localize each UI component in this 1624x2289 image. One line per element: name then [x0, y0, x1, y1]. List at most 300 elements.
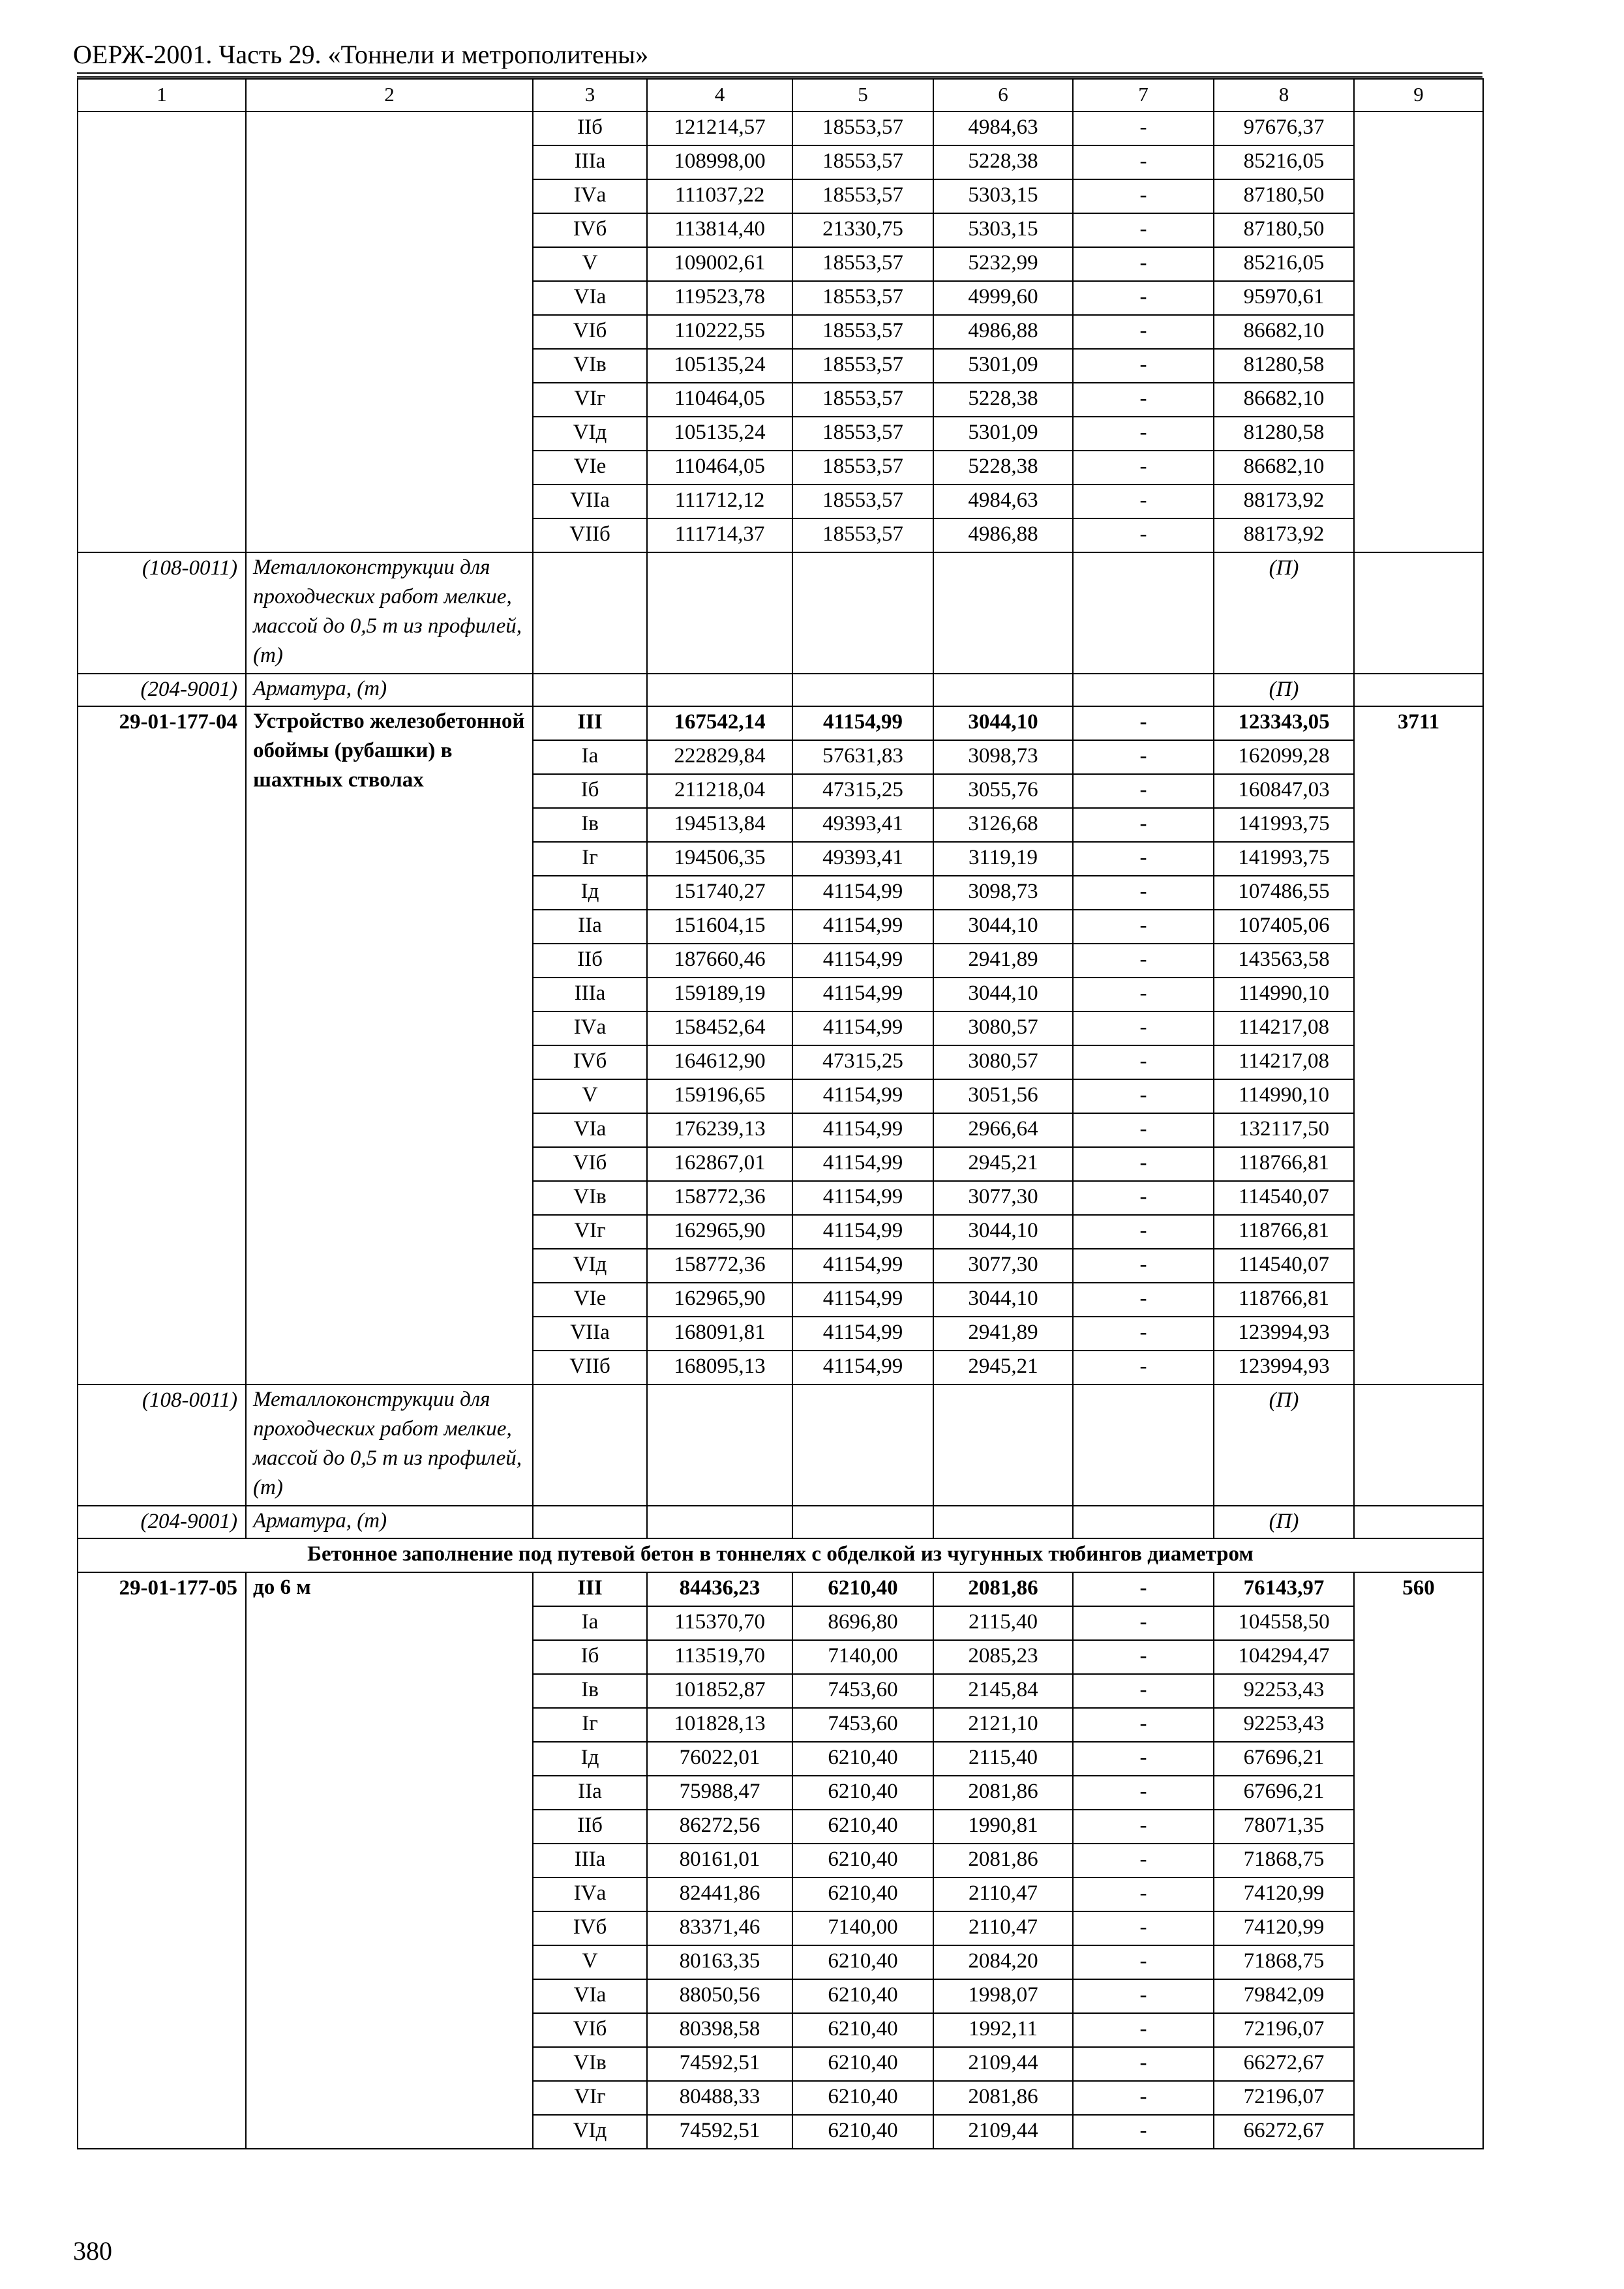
driver-cost-cell: - — [1073, 485, 1214, 518]
driver-cost-cell: - — [1073, 1945, 1214, 1979]
region-cell: IIб — [533, 112, 647, 145]
machine-cost-cell: 3098,73 — [933, 876, 1073, 910]
region-cell: Iд — [533, 1742, 647, 1776]
labor-cost-cell: 49393,41 — [792, 842, 933, 876]
machine-cost-cell: 5303,15 — [933, 179, 1073, 213]
materials-cost-cell: 107486,55 — [1214, 876, 1354, 910]
region-cell: VIа — [533, 1979, 647, 2013]
total-cost-cell: 222829,84 — [647, 740, 792, 774]
materials-cost-cell: 79842,09 — [1214, 1979, 1354, 2013]
total-cost-cell: 162965,90 — [647, 1215, 792, 1249]
labor-cost-cell: 41154,99 — [792, 1011, 933, 1045]
region-cell: VIг — [533, 1215, 647, 1249]
materials-cost-cell: 118766,81 — [1214, 1147, 1354, 1181]
total-cost-cell: 108998,00 — [647, 145, 792, 179]
total-cost-cell: 168095,13 — [647, 1351, 792, 1384]
total-cost-cell: 115370,70 — [647, 1606, 792, 1640]
machine-cost-cell: 3055,76 — [933, 774, 1073, 808]
machine-cost-cell: 3044,10 — [933, 910, 1073, 944]
total-cost-cell: 162965,90 — [647, 1283, 792, 1317]
materials-cost-cell: 74120,99 — [1214, 1878, 1354, 1911]
labor-cost-cell: 6210,40 — [792, 2081, 933, 2115]
empty-cell — [647, 1384, 792, 1506]
driver-cost-cell: - — [1073, 876, 1214, 910]
empty-cell — [1073, 674, 1214, 706]
total-cost-cell: 187660,46 — [647, 944, 792, 978]
price-table-body — [78, 112, 1483, 2149]
driver-cost-cell: - — [1073, 1606, 1214, 1640]
total-cost-cell: 194513,84 — [647, 808, 792, 842]
machine-cost-cell: 2081,86 — [933, 1572, 1073, 1606]
region-cell: IIIа — [533, 145, 647, 179]
materials-cost-cell: 143563,58 — [1214, 944, 1354, 978]
labor-cost-cell: 41154,99 — [792, 1249, 933, 1283]
region-cell: Iг — [533, 1708, 647, 1742]
resource-value-cell: (П) — [1214, 552, 1354, 674]
total-cost-cell: 110222,55 — [647, 315, 792, 349]
labor-cost-cell: 41154,99 — [792, 1181, 933, 1215]
materials-cost-cell: 114540,07 — [1214, 1181, 1354, 1215]
total-cost-cell: 168091,81 — [647, 1317, 792, 1351]
machine-cost-cell: 2945,21 — [933, 1351, 1073, 1384]
driver-cost-cell: - — [1073, 944, 1214, 978]
labor-cost-cell: 7140,00 — [792, 1640, 933, 1674]
materials-cost-cell: 107405,06 — [1214, 910, 1354, 944]
empty-cell — [1354, 1384, 1483, 1506]
column-number-row — [78, 79, 1483, 112]
materials-cost-cell: 87180,50 — [1214, 213, 1354, 247]
materials-cost-cell: 114217,08 — [1214, 1045, 1354, 1079]
labor-cost-cell: 6210,40 — [792, 2013, 933, 2047]
machine-cost-cell: 5228,38 — [933, 145, 1073, 179]
total-cost-cell: 84436,23 — [647, 1572, 792, 1606]
labor-cost-cell: 18553,57 — [792, 383, 933, 417]
col-header-1: 1 — [78, 79, 246, 112]
labor-cost-cell: 7140,00 — [792, 1911, 933, 1945]
total-cost-cell: 167542,14 — [647, 706, 792, 740]
total-cost-cell: 119523,78 — [647, 281, 792, 315]
region-cell: Iа — [533, 1606, 647, 1640]
driver-cost-cell: - — [1073, 774, 1214, 808]
region-cell: V — [533, 1079, 647, 1113]
machine-cost-cell: 2081,86 — [933, 1844, 1073, 1878]
materials-cost-cell: 78071,35 — [1214, 1810, 1354, 1844]
labor-cost-cell: 18553,57 — [792, 451, 933, 485]
empty-cell — [647, 1506, 792, 1538]
labor-cost-cell: 41154,99 — [792, 944, 933, 978]
driver-cost-cell: - — [1073, 1351, 1214, 1384]
materials-cost-cell: 141993,75 — [1214, 808, 1354, 842]
region-cell: Iа — [533, 740, 647, 774]
labor-cost-cell: 6210,40 — [792, 2047, 933, 2081]
total-cost-cell: 74592,51 — [647, 2047, 792, 2081]
materials-cost-cell: 85216,05 — [1214, 145, 1354, 179]
total-cost-cell: 110464,05 — [647, 383, 792, 417]
machine-cost-cell: 2121,10 — [933, 1708, 1073, 1742]
materials-cost-cell: 86682,10 — [1214, 451, 1354, 485]
total-cost-cell: 88050,56 — [647, 1979, 792, 2013]
row-name-cell: Устройство железобетонной обоймы (рубашки) в шахтных стволах — [246, 706, 533, 1384]
region-cell: IIб — [533, 944, 647, 978]
empty-cell — [1073, 1506, 1214, 1538]
region-cell: VIб — [533, 1147, 647, 1181]
driver-cost-cell: - — [1073, 247, 1214, 281]
region-cell: VIв — [533, 349, 647, 383]
section-title: Бетонное заполнение под путевой бетон в тоннелях с обделкой из чугунных тюбингов диаметром — [78, 1538, 1483, 1572]
labor-cost-cell: 6210,40 — [792, 1945, 933, 1979]
machine-cost-cell: 5303,15 — [933, 213, 1073, 247]
materials-cost-cell: 66272,67 — [1214, 2115, 1354, 2149]
machine-cost-cell: 2145,84 — [933, 1674, 1073, 1708]
total-cost-cell: 194506,35 — [647, 842, 792, 876]
driver-cost-cell: - — [1073, 978, 1214, 1011]
machine-cost-cell: 5301,09 — [933, 417, 1073, 451]
machine-cost-cell: 1992,11 — [933, 2013, 1073, 2047]
labor-cost-cell: 41154,99 — [792, 1079, 933, 1113]
machine-cost-cell: 1990,81 — [933, 1810, 1073, 1844]
region-cell: VIг — [533, 2081, 647, 2115]
total-cost-cell: 101828,13 — [647, 1708, 792, 1742]
driver-cost-cell: - — [1073, 706, 1214, 740]
region-cell: IVб — [533, 213, 647, 247]
col-header-7: 7 — [1073, 79, 1214, 112]
machine-cost-cell: 3080,57 — [933, 1011, 1073, 1045]
labor-cost-cell: 18553,57 — [792, 247, 933, 281]
total-cost-cell: 111712,12 — [647, 485, 792, 518]
driver-cost-cell: - — [1073, 451, 1214, 485]
total-cost-cell: 113519,70 — [647, 1640, 792, 1674]
driver-cost-cell: - — [1073, 1045, 1214, 1079]
labor-cost-cell: 41154,99 — [792, 1113, 933, 1147]
resource-name-cell: Арматура, (т) — [246, 674, 533, 706]
total-cost-cell: 151740,27 — [647, 876, 792, 910]
materials-cost-cell: 76143,97 — [1214, 1572, 1354, 1606]
driver-cost-cell: - — [1073, 1776, 1214, 1810]
materials-cost-cell: 85216,05 — [1214, 247, 1354, 281]
labor-cost-cell: 18553,57 — [792, 349, 933, 383]
materials-cost-cell: 81280,58 — [1214, 349, 1354, 383]
materials-cost-cell: 118766,81 — [1214, 1215, 1354, 1249]
region-cell: IVа — [533, 1878, 647, 1911]
machine-cost-cell: 2109,44 — [933, 2115, 1073, 2149]
machine-cost-cell: 5228,38 — [933, 383, 1073, 417]
machine-cost-cell: 5301,09 — [933, 349, 1073, 383]
driver-cost-cell: - — [1073, 2013, 1214, 2047]
labor-cost-cell: 18553,57 — [792, 518, 933, 552]
empty-cell — [792, 674, 933, 706]
materials-cost-cell: 123994,93 — [1214, 1317, 1354, 1351]
labor-cost-cell: 6210,40 — [792, 1810, 933, 1844]
empty-cell — [792, 1506, 933, 1538]
resource-code-cell: (204-9001) — [78, 1506, 246, 1538]
total-cost-cell: 105135,24 — [647, 349, 792, 383]
materials-cost-cell: 97676,37 — [1214, 112, 1354, 145]
labor-cost-cell: 41154,99 — [792, 1215, 933, 1249]
table-row — [78, 1572, 1483, 1606]
materials-cost-cell: 123994,93 — [1214, 1351, 1354, 1384]
total-cost-cell: 76022,01 — [647, 1742, 792, 1776]
total-cost-cell: 105135,24 — [647, 417, 792, 451]
region-cell: VIв — [533, 2047, 647, 2081]
total-cost-cell: 151604,15 — [647, 910, 792, 944]
resource-row — [78, 674, 1483, 706]
materials-cost-cell: 88173,92 — [1214, 485, 1354, 518]
empty-cell — [1073, 552, 1214, 674]
table-row — [78, 706, 1483, 740]
region-cell: Iв — [533, 1674, 647, 1708]
materials-cost-cell: 92253,43 — [1214, 1674, 1354, 1708]
total-cost-cell: 159196,65 — [647, 1079, 792, 1113]
materials-cost-cell: 71868,75 — [1214, 1945, 1354, 1979]
labor-cost-cell: 6210,40 — [792, 2115, 933, 2149]
empty-cell — [933, 1506, 1073, 1538]
col-header-8: 8 — [1214, 79, 1354, 112]
driver-cost-cell: - — [1073, 281, 1214, 315]
total-cost-cell: 86272,56 — [647, 1810, 792, 1844]
driver-cost-cell: - — [1073, 2047, 1214, 2081]
total-cost-cell: 176239,13 — [647, 1113, 792, 1147]
materials-cost-cell: 81280,58 — [1214, 417, 1354, 451]
labor-cost-cell: 41154,99 — [792, 978, 933, 1011]
region-cell: IIа — [533, 1776, 647, 1810]
resource-row — [78, 1506, 1483, 1538]
labor-cost-cell: 7453,60 — [792, 1674, 933, 1708]
driver-cost-cell: - — [1073, 1181, 1214, 1215]
machine-cost-cell: 3126,68 — [933, 808, 1073, 842]
machine-cost-cell: 2109,44 — [933, 2047, 1073, 2081]
materials-cost-cell: 71868,75 — [1214, 1844, 1354, 1878]
materials-cost-cell: 114217,08 — [1214, 1011, 1354, 1045]
labor-cost-cell: 21330,75 — [792, 213, 933, 247]
labor-cost-cell: 41154,99 — [792, 1147, 933, 1181]
driver-cost-cell: - — [1073, 112, 1214, 145]
price-table-container — [77, 78, 1482, 2149]
driver-cost-cell: - — [1073, 1011, 1214, 1045]
total-cost-cell: 75988,47 — [647, 1776, 792, 1810]
labor-cost-cell: 8696,80 — [792, 1606, 933, 1640]
total-cost-cell: 109002,61 — [647, 247, 792, 281]
driver-cost-cell: - — [1073, 315, 1214, 349]
driver-cost-cell: - — [1073, 1742, 1214, 1776]
empty-cell — [533, 1506, 647, 1538]
machine-cost-cell: 3077,30 — [933, 1249, 1073, 1283]
col-header-3: 3 — [533, 79, 647, 112]
labor-cost-cell: 57631,83 — [792, 740, 933, 774]
total-cost-cell: 121214,57 — [647, 112, 792, 145]
total-cost-cell: 74592,51 — [647, 2115, 792, 2149]
machine-cost-cell: 2085,23 — [933, 1640, 1073, 1674]
region-cell: III — [533, 706, 647, 740]
machine-cost-cell: 4984,63 — [933, 112, 1073, 145]
region-cell: Iд — [533, 876, 647, 910]
driver-cost-cell: - — [1073, 518, 1214, 552]
empty-cell — [933, 674, 1073, 706]
labor-cost-cell: 18553,57 — [792, 417, 933, 451]
region-cell: IVа — [533, 179, 647, 213]
driver-cost-cell: - — [1073, 1708, 1214, 1742]
materials-cost-cell: 141993,75 — [1214, 842, 1354, 876]
driver-cost-cell: - — [1073, 145, 1214, 179]
driver-cost-cell: - — [1073, 1674, 1214, 1708]
region-cell: Iб — [533, 774, 647, 808]
machine-cost-cell: 2081,86 — [933, 2081, 1073, 2115]
driver-cost-cell: - — [1073, 842, 1214, 876]
region-cell: IIб — [533, 1810, 647, 1844]
empty-cell — [647, 552, 792, 674]
labor-cost-cell: 41154,99 — [792, 876, 933, 910]
region-cell: VIIб — [533, 1351, 647, 1384]
labor-cost-cell: 49393,41 — [792, 808, 933, 842]
col-header-4: 4 — [647, 79, 792, 112]
region-cell: Iб — [533, 1640, 647, 1674]
empty-cell — [647, 674, 792, 706]
labor-cost-cell: 6210,40 — [792, 1979, 933, 2013]
total-cost-cell: 111714,37 — [647, 518, 792, 552]
labor-cost-cell: 18553,57 — [792, 145, 933, 179]
labor-cost-cell: 6210,40 — [792, 1742, 933, 1776]
labor-cost-cell: 18553,57 — [792, 112, 933, 145]
document-title: ОЕРЖ-2001. Часть 29. «Тоннели и метрополитены» — [73, 40, 649, 69]
total-cost-cell: 82441,86 — [647, 1878, 792, 1911]
labor-hours-cell — [1354, 112, 1483, 552]
page-number: 380 — [73, 2236, 112, 2266]
total-cost-cell: 164612,90 — [647, 1045, 792, 1079]
region-cell: VIIа — [533, 485, 647, 518]
table-row — [78, 112, 1483, 145]
materials-cost-cell: 67696,21 — [1214, 1776, 1354, 1810]
col-header-6: 6 — [933, 79, 1073, 112]
total-cost-cell: 110464,05 — [647, 451, 792, 485]
header-rule — [77, 72, 1482, 74]
resource-value-cell: (П) — [1214, 674, 1354, 706]
total-cost-cell: 162867,01 — [647, 1147, 792, 1181]
header-rule-double — [77, 76, 1482, 78]
labor-cost-cell: 18553,57 — [792, 281, 933, 315]
machine-cost-cell: 5228,38 — [933, 451, 1073, 485]
driver-cost-cell: - — [1073, 1249, 1214, 1283]
labor-hours-cell: 3711 — [1354, 706, 1483, 1384]
total-cost-cell: 111037,22 — [647, 179, 792, 213]
row-code-cell: 29-01-177-05 — [78, 1572, 246, 2149]
region-cell: VIд — [533, 417, 647, 451]
region-cell: IVа — [533, 1011, 647, 1045]
total-cost-cell: 158452,64 — [647, 1011, 792, 1045]
driver-cost-cell: - — [1073, 1215, 1214, 1249]
materials-cost-cell: 118766,81 — [1214, 1283, 1354, 1317]
empty-cell — [1354, 552, 1483, 674]
labor-cost-cell: 6210,40 — [792, 1844, 933, 1878]
materials-cost-cell: 114990,10 — [1214, 978, 1354, 1011]
empty-cell — [933, 552, 1073, 674]
total-cost-cell: 80161,01 — [647, 1844, 792, 1878]
materials-cost-cell: 86682,10 — [1214, 383, 1354, 417]
region-cell: VIа — [533, 281, 647, 315]
driver-cost-cell: - — [1073, 1640, 1214, 1674]
driver-cost-cell: - — [1073, 1317, 1214, 1351]
machine-cost-cell: 2110,47 — [933, 1878, 1073, 1911]
materials-cost-cell: 88173,92 — [1214, 518, 1354, 552]
machine-cost-cell: 2110,47 — [933, 1911, 1073, 1945]
machine-cost-cell: 2081,86 — [933, 1776, 1073, 1810]
driver-cost-cell: - — [1073, 808, 1214, 842]
driver-cost-cell: - — [1073, 2081, 1214, 2115]
labor-cost-cell: 7453,60 — [792, 1708, 933, 1742]
machine-cost-cell: 3098,73 — [933, 740, 1073, 774]
machine-cost-cell: 2941,89 — [933, 944, 1073, 978]
labor-hours-cell: 560 — [1354, 1572, 1483, 2149]
driver-cost-cell: - — [1073, 179, 1214, 213]
region-cell: Iв — [533, 808, 647, 842]
region-cell: VIе — [533, 451, 647, 485]
region-cell: VIб — [533, 315, 647, 349]
total-cost-cell: 83371,46 — [647, 1911, 792, 1945]
labor-cost-cell: 6210,40 — [792, 1572, 933, 1606]
labor-cost-cell: 41154,99 — [792, 910, 933, 944]
driver-cost-cell: - — [1073, 1079, 1214, 1113]
empty-cell — [792, 1384, 933, 1506]
materials-cost-cell: 160847,03 — [1214, 774, 1354, 808]
labor-cost-cell: 6210,40 — [792, 1878, 933, 1911]
machine-cost-cell: 2115,40 — [933, 1606, 1073, 1640]
machine-cost-cell: 3044,10 — [933, 978, 1073, 1011]
region-cell: VIIа — [533, 1317, 647, 1351]
machine-cost-cell: 4999,60 — [933, 281, 1073, 315]
price-table — [77, 78, 1484, 2149]
materials-cost-cell: 72196,07 — [1214, 2081, 1354, 2115]
machine-cost-cell: 2084,20 — [933, 1945, 1073, 1979]
total-cost-cell: 158772,36 — [647, 1181, 792, 1215]
driver-cost-cell: - — [1073, 1572, 1214, 1606]
resource-row — [78, 552, 1483, 674]
machine-cost-cell: 2966,64 — [933, 1113, 1073, 1147]
machine-cost-cell: 3119,19 — [933, 842, 1073, 876]
labor-cost-cell: 18553,57 — [792, 485, 933, 518]
machine-cost-cell: 3080,57 — [933, 1045, 1073, 1079]
machine-cost-cell: 1998,07 — [933, 1979, 1073, 2013]
total-cost-cell: 158772,36 — [647, 1249, 792, 1283]
row-name-cell: до 6 м — [246, 1572, 533, 2149]
labor-cost-cell: 41154,99 — [792, 706, 933, 740]
materials-cost-cell: 114540,07 — [1214, 1249, 1354, 1283]
region-cell: VIа — [533, 1113, 647, 1147]
total-cost-cell: 80398,58 — [647, 2013, 792, 2047]
machine-cost-cell: 2941,89 — [933, 1317, 1073, 1351]
region-cell: VIв — [533, 1181, 647, 1215]
driver-cost-cell: - — [1073, 1113, 1214, 1147]
col-header-2: 2 — [246, 79, 533, 112]
materials-cost-cell: 104558,50 — [1214, 1606, 1354, 1640]
materials-cost-cell: 66272,67 — [1214, 2047, 1354, 2081]
materials-cost-cell: 92253,43 — [1214, 1708, 1354, 1742]
region-cell: V — [533, 1945, 647, 1979]
total-cost-cell: 159189,19 — [647, 978, 792, 1011]
region-cell: VIе — [533, 1283, 647, 1317]
region-cell: III — [533, 1572, 647, 1606]
machine-cost-cell: 4986,88 — [933, 315, 1073, 349]
machine-cost-cell: 3044,10 — [933, 1215, 1073, 1249]
resource-code-cell: (108-0011) — [78, 1384, 246, 1506]
empty-cell — [792, 552, 933, 674]
materials-cost-cell: 72196,07 — [1214, 2013, 1354, 2047]
row-name-cell — [246, 112, 533, 552]
total-cost-cell: 80163,35 — [647, 1945, 792, 1979]
materials-cost-cell: 132117,50 — [1214, 1113, 1354, 1147]
labor-cost-cell: 47315,25 — [792, 1045, 933, 1079]
materials-cost-cell: 123343,05 — [1214, 706, 1354, 740]
labor-cost-cell: 41154,99 — [792, 1351, 933, 1384]
materials-cost-cell: 67696,21 — [1214, 1742, 1354, 1776]
materials-cost-cell: 162099,28 — [1214, 740, 1354, 774]
